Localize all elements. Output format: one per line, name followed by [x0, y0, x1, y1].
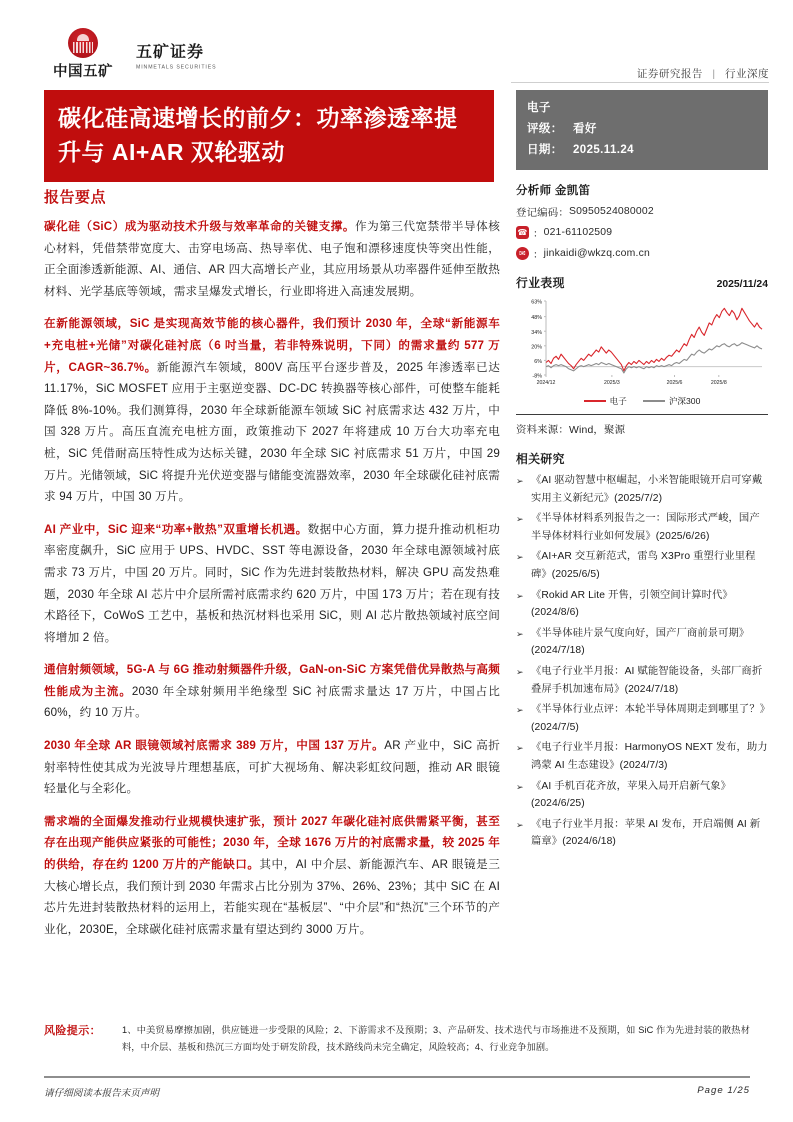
date-label: 日期： [527, 144, 563, 156]
source-divider [516, 414, 768, 415]
page-title-line2: 升与 AI+AR 双轮驱动 [58, 139, 285, 165]
email-separator: ： [533, 250, 544, 261]
meta-box [516, 90, 768, 170]
related-research-title: 相关研究 [516, 452, 565, 466]
related-research-item[interactable] [516, 663, 768, 698]
arrow-bullet-icon: ➢ [516, 590, 524, 601]
chart-y-tick-label: 20% [531, 344, 542, 351]
page-number: Page 1/25 [697, 1085, 750, 1096]
footer-disclaimer: 请仔细阅读本报告末页声明 [44, 1088, 160, 1099]
chart-source: 资料来源：Wind，聚源 [516, 425, 626, 436]
rating-row [527, 119, 757, 140]
report-paragraph [44, 811, 500, 941]
report-paragraph [44, 519, 500, 649]
related-research-item[interactable] [516, 472, 768, 507]
chart-y-tick-label: -8% [532, 373, 542, 380]
related-research-item[interactable] [516, 778, 768, 813]
related-research-label: 《AI+AR 交互新范式，雷鸟 X3Pro 重塑行业里程碑》(2025/6/5) [531, 551, 756, 580]
page-title-line1: 碳化硅高速增长的前夕：功率渗透率提 [58, 105, 458, 131]
report-title-banner [44, 90, 494, 182]
chart-x-tick-label: 2025/8 [710, 380, 727, 386]
related-research-block [516, 450, 768, 851]
related-research-label: 《Rokid AR Lite 开售，引领空间计算时代》(2024/8/6) [531, 589, 733, 619]
paragraph-body: 其中，AI 中介层、新能源汽车、AR 眼镜是三大核心增长点，我们预计到 2030 年需求占比分别为 37%、26%、23%；其中 SiC 在 AI 芯片先进封装散热材料的运用上，若能实现在“基板层”、“中介层”和“热沉”三个环节的产业化，2030E，全球碳化硅衬底需求量有望达到约 3000 万片。 [44, 858, 500, 936]
logo-company-name: 中国五矿 [53, 63, 113, 80]
paragraph-body: 数据中心方面，算力提升推动机柜功率密度飙升，SiC 应用于 UPS、HVDC、SST 等电源设备，2030 年全球电源领域衬底需求 73 万片，中国 20 万片。同时，SiC 作为先进封装散热材料，解决 GPU 高发热难题，2030 年全球 AI 芯片中介层所需衬底需求约 620 万片，中国 173 万片；若在现有技术路径下，CoWoS 工艺中，基板和热沉材料也采用 SiC，则 AI 芯片散热领域衬底空间将增加 2 倍。 [44, 522, 501, 644]
related-research-list [516, 472, 768, 851]
related-research-label: 《电子行业半月报：HarmonyOS NEXT 发布，助力鸿蒙 AI 生态建设》(2024/7/3) [531, 742, 768, 771]
chart-x-tick-label: 2025/3 [603, 380, 620, 386]
performance-header [516, 274, 768, 291]
performance-chart-svg [516, 295, 768, 393]
sector-label: 电子 [527, 102, 551, 114]
legend-label: 电子 [609, 396, 627, 406]
chart-x-tick-label: 2025/6 [666, 380, 683, 386]
analyst-name: 分析师 金凯笛 [516, 185, 591, 197]
related-research-item[interactable] [516, 587, 768, 622]
paragraph-body: 作为第三代宽禁带半导体核心材料，凭借禁带宽度大、击穿电场高、热导率优、电子饱和漂移速度快等突出性能，正全面渗透新能源、AI、通信、AR 四大高增长产业，其应用场景从功率器件延伸至散热材料、光学基底等领域，需求呈爆发式增长，行业即将进入高速发展期。 [44, 220, 501, 298]
industry-performance-block [516, 274, 768, 436]
legend-swatch-icon [584, 400, 606, 402]
related-research-label: 《AI 手机百花齐放，苹果入局开启新气象》(2024/6/25) [531, 780, 732, 810]
related-research-item[interactable] [516, 625, 768, 660]
phone-separator: ： [533, 229, 544, 240]
brand-name-cn: 五矿证券 [136, 43, 205, 61]
masthead [44, 24, 344, 84]
analyst-block [516, 182, 768, 261]
report-points-section [44, 186, 500, 951]
related-research-item[interactable] [516, 739, 768, 774]
report-paragraph [44, 313, 500, 507]
footer-divider [44, 1076, 750, 1078]
registration-value: S0950524080002 [568, 206, 654, 217]
paragraph-body: 新能源汽车领域，800V 高压平台逐步普及，2025 年渗透率已达 11.17%，SiC MOSFET 应用于主驱逆变器、DC-DC 转换器等核心部件，可使整车能耗降低 8%-10%。我们测算得，2030 年全球新能源车领域 SiC 衬底需求达 432 万片，中国 328 万片。高压直流充电桩方面，政策推动下 2027 年将建成 10 万台大功率充电桩，SiC 凭借耐高压特性成为达标关键，2030 年全球 SiC 衬底需求 51 万片，中国 29 万片。光储领域，SiC 将提升光伏逆变器与储能变流器效率，2030 年全球碳化硅衬底需求 94 万片，中国 30 万片。 [44, 360, 500, 504]
report-kind: 证券研究报告 [636, 68, 703, 80]
analyst-registration [516, 204, 768, 219]
paragraph-highlight: 需求端的全面爆发推动行业规模快速扩张，预计 2027 年碳化硅衬底供需紧平衡，甚至存在出现产能供应紧张的可能性；2030 年，全球 1676 万片的衬底需求量，较 2025 年的供给，存在约 1200 万片的产能缺口。 [44, 814, 500, 872]
related-research-label: 《电子行业半月报：苹果 AI 发布，开启端侧 AI 新篇章》(2024/6/18) [531, 818, 761, 848]
page-footer [44, 1085, 750, 1099]
related-research-item[interactable] [516, 701, 768, 736]
chart-legend-item [584, 395, 627, 407]
paragraph-body: 2030 年全球射频用半绝缘型 SiC 衬底需求量达 17 万片，中国占比60%，约 10 万片。 [44, 684, 500, 720]
paragraph-highlight: 碳化硅（SiC）成为驱动技术升级与效率革命的关键支撑。 [44, 220, 355, 233]
chart-series-line [546, 308, 762, 371]
date-row [527, 140, 757, 161]
paragraph-body: AR 产业中，SiC 高折射率特性使其成为光波导片理想基底，可扩大视场角、解决彩虹纹问题，推动 AR 眼镜轻量化与全彩化。 [44, 739, 500, 796]
paragraph-highlight: 通信射频领域，5G-A 与 6G 推动射频器件升级，GaN-on-SiC 方案凭借优异散热与高频性能成为主流。 [44, 663, 500, 698]
related-research-label: 《AI 驱动智慧中枢崛起，小米智能眼镜开启可穿戴实用主义新纪元》(2025/7/2) [531, 475, 763, 504]
related-research-label: 《半导体行业点评：本轮半导体周期走到哪里了？》(2024/7/5) [531, 704, 765, 733]
report-paragraph [44, 659, 500, 724]
related-research-item[interactable] [516, 548, 768, 583]
chart-y-tick-label: 63% [531, 299, 542, 306]
chart-x-tick-label: 2024/12 [536, 380, 556, 386]
arrow-bullet-icon: ➢ [516, 552, 524, 563]
brand-name-en: MINMETALS SECURITIES [136, 63, 217, 71]
report-kind-line [637, 66, 769, 81]
report-paragraph [44, 216, 500, 302]
performance-chart [516, 295, 768, 393]
arrow-bullet-icon: ➢ [516, 514, 524, 525]
report-points-body [44, 216, 500, 940]
report-depth: 行业深度 [725, 68, 769, 80]
report-points-heading: 报告要点 [44, 189, 107, 206]
paragraph-highlight: 2030 年全球 AR 眼镜领域衬底需求 389 万片，中国 137 万片。 [44, 739, 385, 753]
chart-y-tick-label: 6% [534, 359, 542, 366]
chart-y-tick-label: 48% [531, 315, 542, 322]
related-research-item[interactable] [516, 816, 768, 851]
chart-y-tick-label: 34% [531, 329, 542, 336]
arrow-bullet-icon: ➢ [516, 476, 524, 486]
risk-warning [44, 1022, 750, 1056]
arrow-bullet-icon: ➢ [516, 781, 524, 792]
analyst-phone[interactable]: 021-61102509 [543, 227, 613, 238]
related-research-label: 《半导体硅片景气度向好，国产厂商前景可期》(2024/7/18) [531, 627, 750, 657]
header-divider [511, 82, 769, 83]
report-paragraph [44, 735, 500, 800]
registration-label: 登记编码： [516, 208, 569, 219]
performance-date: 2025/11/24 [716, 279, 768, 290]
arrow-bullet-icon: ➢ [516, 743, 524, 754]
performance-title: 行业表现 [516, 276, 565, 290]
report-kind-divider: | [712, 68, 716, 80]
risk-warning-body: 1、中美贸易摩擦加剧，供应链进一步受限的风险；2、下游需求不及预期；3、产品研发、技术迭代与市场推进不及预期，如 SiC 作为先进封装的散热材料，中介层、基板和热沉三方面均处于研发阶段，技术路线尚未完全确定，风险较高；4、行业竞争加剧。 [122, 1025, 750, 1052]
legend-swatch-icon [643, 400, 665, 402]
arrow-bullet-icon: ➢ [516, 819, 524, 830]
paragraph-highlight: 在新能源领域，SiC 是实现高效节能的核心器件，我们预计 2030 年，全球“新能源车+充电桩+光储”对碳化硅衬底（6 吋当量，若非特殊说明，下同）的需求量约 577 万片，CAGR~36.7%。 [44, 317, 500, 374]
arrow-bullet-icon: ➢ [516, 628, 524, 639]
email-icon: ✉ [516, 247, 529, 260]
legend-label: 沪深300 [668, 396, 701, 406]
date-value: 2025.11.24 [573, 144, 634, 156]
brand-block [136, 39, 216, 70]
chart-legend-item [643, 395, 701, 407]
related-research-label: 《电子行业半月报：AI 赋能智能设备，头部厂商折叠屏手机加速布局》(2024/7/18) [531, 665, 763, 695]
chart-legend [516, 395, 768, 407]
minmetals-emblem-icon [68, 28, 98, 58]
company-logo [44, 28, 122, 81]
sidebar [516, 90, 768, 854]
analyst-phone-row [516, 225, 768, 240]
analyst-email[interactable]: jinkaidi@wkzq.com.cn [543, 248, 650, 259]
chart-series-line [546, 343, 762, 373]
related-research-label: 《半导体材料系列报告之一：国际形式严峻，国产半导体材料行业如何发展》(2025/6/26) [531, 513, 760, 542]
related-research-item[interactable] [516, 510, 768, 545]
phone-icon: ☎ [517, 228, 528, 237]
paragraph-highlight: AI 产业中，SiC 迎来“功率+散热”双重增长机遇。 [44, 522, 308, 536]
rating-value: 看好 [573, 123, 597, 135]
arrow-bullet-icon: ➢ [516, 666, 524, 677]
analyst-email-row [516, 246, 768, 261]
arrow-bullet-icon: ➢ [516, 705, 524, 716]
risk-warning-label: 风险提示： [44, 1025, 101, 1037]
rating-label: 评级： [527, 123, 563, 135]
